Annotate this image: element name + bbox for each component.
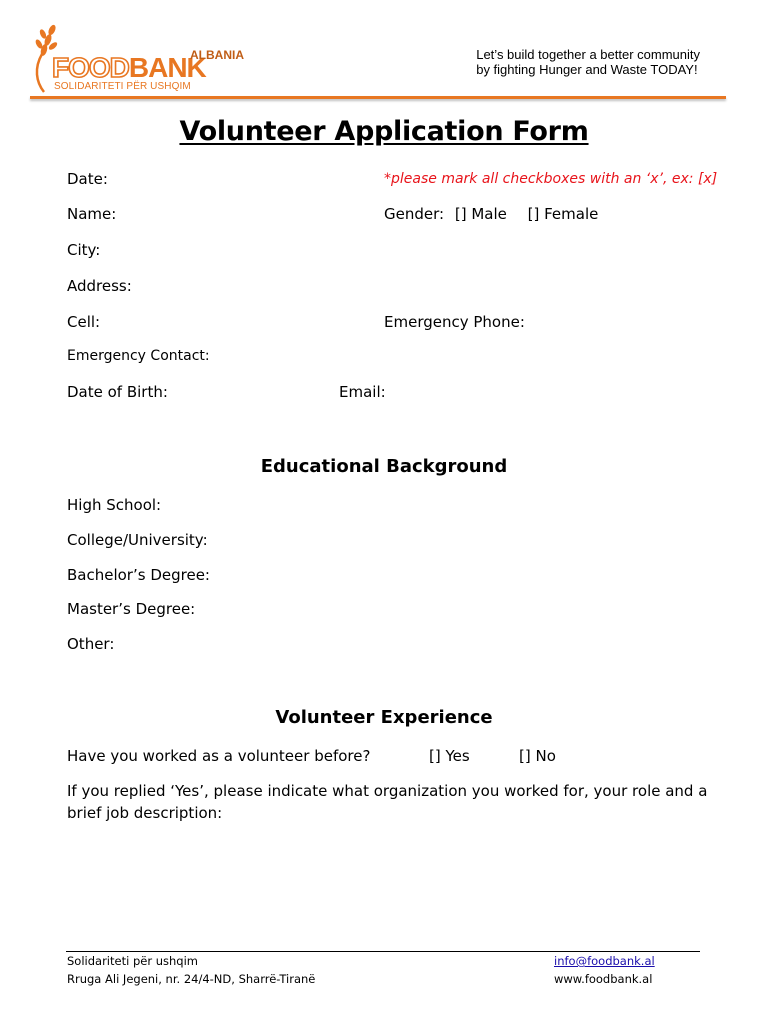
logo-word-bank: BANK: [128, 52, 206, 83]
gender-male-checkbox[interactable]: [] Male: [454, 205, 507, 223]
footer-address: Rruga Ali Jegeni, nr. 24/4-ND, Sharrë-Tiranë: [67, 972, 316, 986]
emergency-phone-label: Emergency Phone:: [384, 313, 525, 331]
followup-line-1: If you replied ‘Yes’, please indicate what organization you worked for, your role and a: [67, 782, 708, 800]
city-label: City:: [67, 241, 101, 259]
gender-label: Gender:: [384, 205, 445, 223]
volunteer-yes-checkbox[interactable]: [] Yes: [429, 747, 470, 765]
education-heading: Educational Background: [260, 456, 508, 477]
footer-org-name: Solidariteti për ushqim: [67, 954, 198, 968]
gender-female-checkbox[interactable]: [] Female: [527, 205, 599, 223]
footer-divider: [66, 951, 700, 952]
address-label: Address:: [67, 277, 132, 295]
date-label: Date:: [67, 170, 108, 188]
high-school-label: High School:: [67, 496, 162, 514]
followup-line-2: brief job description:: [67, 804, 223, 822]
header-tagline: [476, 47, 700, 77]
volunteer-no-checkbox[interactable]: [] No: [519, 747, 556, 765]
college-label: College/University:: [67, 531, 208, 549]
logo-wordmark: [52, 54, 206, 82]
name-label: Name:: [67, 205, 117, 223]
logo-word-food: FOOD: [52, 52, 129, 83]
volunteer-question: Have you worked as a volunteer before?: [67, 747, 371, 765]
logo-subtitle: SOLIDARITETI PËR USHQIM: [54, 81, 191, 92]
bachelor-label: Bachelor’s Degree:: [67, 566, 210, 584]
experience-heading: Volunteer Experience: [275, 707, 493, 728]
header-divider: [30, 96, 726, 99]
footer-email-link[interactable]: info@foodbank.al: [554, 954, 655, 968]
gender-field: [384, 205, 598, 223]
master-label: Master’s Degree:: [67, 600, 196, 618]
emergency-contact-label: Emergency Contact:: [67, 348, 210, 364]
email-label: Email:: [339, 383, 386, 401]
tagline-line-1: Let’s build together a better community: [476, 47, 700, 62]
dob-label: Date of Birth:: [67, 383, 168, 401]
page-title: Volunteer Application Form: [179, 116, 589, 147]
tagline-line-2: by fighting Hunger and Waste TODAY!: [476, 62, 698, 77]
logo-country: ALBANIA: [190, 48, 244, 62]
footer-website: www.foodbank.al: [554, 972, 653, 986]
checkbox-note: *please mark all checkboxes with an ‘x’, ex: [x]: [384, 171, 718, 187]
foodbank-logo: [30, 24, 260, 96]
cell-label: Cell:: [67, 313, 101, 331]
other-label: Other:: [67, 635, 115, 653]
footer-email-wrap: [554, 954, 655, 968]
